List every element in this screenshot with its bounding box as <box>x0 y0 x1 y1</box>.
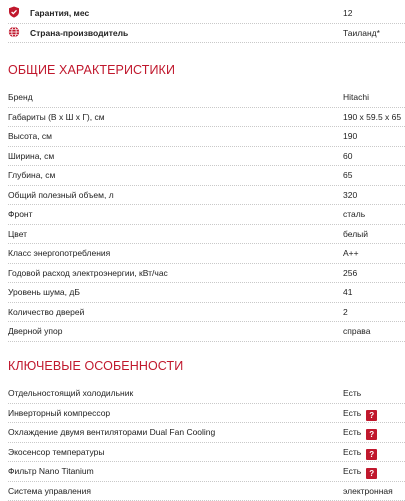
spec-row <box>8 302 405 323</box>
shield-check-icon <box>8 6 20 18</box>
spec-row <box>8 243 405 264</box>
spec-row <box>8 204 405 225</box>
feature-value-text: Есть <box>343 388 361 398</box>
feature-row <box>8 403 405 424</box>
spec-label: Фронт <box>8 209 33 219</box>
section-title-features: КЛЮЧЕВЫЕ ОСОБЕННОСТИ <box>8 359 183 373</box>
spec-label: Высота, см <box>8 131 52 141</box>
spec-label: Ширина, см <box>8 151 54 161</box>
spec-label: Уровень шума, дБ <box>8 287 80 297</box>
feature-value <box>343 408 377 421</box>
spec-row <box>8 165 405 186</box>
spec-value: 12 <box>343 8 352 18</box>
feature-label: Экосенсор температуры <box>8 447 104 457</box>
feature-label: Фильтр Nano Titanium <box>8 466 94 476</box>
spec-row <box>8 107 405 128</box>
spec-value: 41 <box>343 287 352 297</box>
help-icon[interactable]: ? <box>366 449 377 460</box>
feature-label: Инверторный компрессор <box>8 408 110 418</box>
feature-value-text: электронная <box>343 486 393 496</box>
spec-row <box>8 87 405 108</box>
spec-value: Hitachi <box>343 92 369 102</box>
spec-label: Количество дверей <box>8 307 84 317</box>
section-title-general: ОБЩИЕ ХАРАКТЕРИСТИКИ <box>8 63 175 77</box>
help-icon[interactable]: ? <box>366 468 377 479</box>
feature-label: Отдельностоящий холодильник <box>8 388 133 398</box>
spec-value: 256 <box>343 268 357 278</box>
feature-row <box>8 461 405 482</box>
spec-row <box>8 146 405 167</box>
spec-value: 190 <box>343 131 357 141</box>
feature-value <box>343 466 377 479</box>
help-icon[interactable]: ? <box>366 429 377 440</box>
feature-value-text: Есть <box>343 408 361 418</box>
spec-label: Годовой расход электроэнергии, кВт/час <box>8 268 168 278</box>
spec-value: 60 <box>343 151 352 161</box>
spec-value: A++ <box>343 248 359 258</box>
feature-value-text: Есть <box>343 466 361 476</box>
feature-row <box>8 422 405 443</box>
spec-label: Класс энергопотребления <box>8 248 110 258</box>
spec-value: справа <box>343 326 370 336</box>
spec-label: Гарантия, мес <box>30 8 89 18</box>
spec-label: Бренд <box>8 92 33 102</box>
spec-row <box>8 282 405 303</box>
globe-icon <box>8 26 20 38</box>
spec-label: Общий полезный объем, л <box>8 190 114 200</box>
feature-value <box>343 486 393 496</box>
spec-value: 320 <box>343 190 357 200</box>
spec-label: Цвет <box>8 229 27 239</box>
spec-row-country <box>8 23 405 44</box>
spec-value: 65 <box>343 170 352 180</box>
spec-value: 190 x 59.5 x 65 <box>343 112 401 122</box>
spec-row <box>8 263 405 284</box>
spec-label: Габариты (В х Ш х Г), см <box>8 112 105 122</box>
spec-label: Страна-производитель <box>30 28 128 38</box>
feature-row <box>8 481 405 501</box>
feature-label: Охлаждение двумя вентиляторами Dual Fan Cooling <box>8 427 215 437</box>
feature-row <box>8 383 405 404</box>
spec-row <box>8 321 405 342</box>
spec-label: Глубина, см <box>8 170 55 180</box>
spec-row <box>8 126 405 147</box>
feature-label: Система управления <box>8 486 91 496</box>
spec-value: сталь <box>343 209 365 219</box>
spec-value: белый <box>343 229 368 239</box>
feature-value-text: Есть <box>343 427 361 437</box>
spec-value: Таиланд* <box>343 28 380 38</box>
help-icon[interactable]: ? <box>366 410 377 421</box>
feature-row <box>8 442 405 463</box>
feature-value <box>343 447 377 460</box>
feature-value <box>343 388 361 398</box>
feature-value <box>343 427 377 440</box>
spec-row <box>8 185 405 206</box>
spec-row-warranty <box>8 3 405 24</box>
feature-value-text: Есть <box>343 447 361 457</box>
spec-value: 2 <box>343 307 348 317</box>
spec-label: Дверной упор <box>8 326 62 336</box>
spec-row <box>8 224 405 245</box>
